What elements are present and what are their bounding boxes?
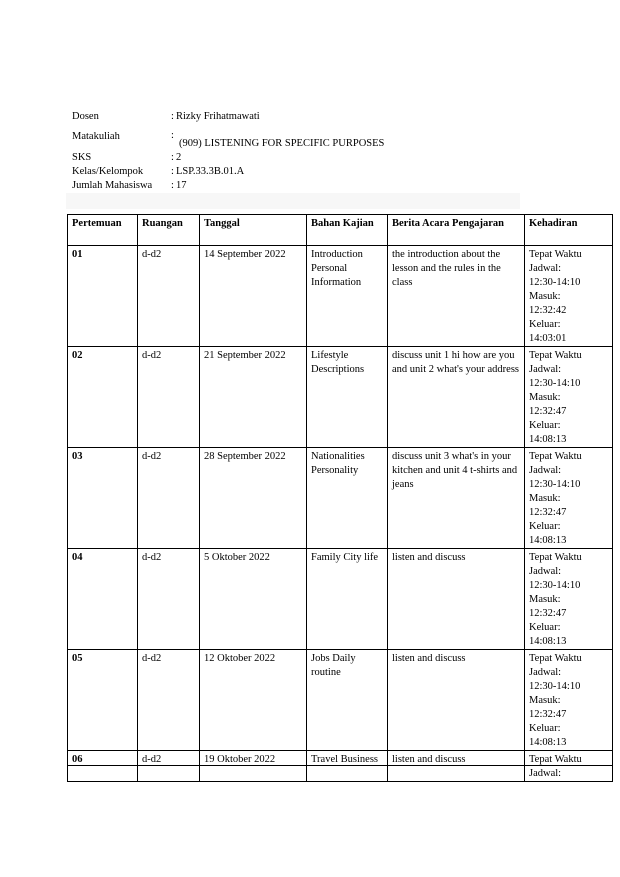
cell-berita: listen and discuss <box>388 751 525 782</box>
status-text: Tepat Waktu <box>529 754 582 765</box>
masuk-value: 12:32:47 <box>529 406 567 417</box>
masuk-label: Masuk: <box>529 695 561 706</box>
table-row <box>68 448 613 549</box>
jadwal-value: 12:30-14:10 <box>529 277 581 288</box>
cell-ruangan: d-d2 <box>138 246 200 347</box>
keluar-label: Keluar: <box>529 723 561 734</box>
cell-ruangan: d-d2 <box>138 650 200 751</box>
header-berita-acara: Berita Acara Pengajaran <box>388 215 525 246</box>
cell-kehadiran <box>525 751 613 782</box>
status-text: Tepat Waktu <box>529 249 582 260</box>
attendance-table <box>67 214 613 782</box>
status-text: Tepat Waktu <box>529 552 582 563</box>
cell-ruangan: d-d2 <box>138 448 200 549</box>
matakuliah-value: (909) LISTENING FOR SPECIFIC PURPOSES <box>179 138 385 149</box>
cell-tanggal: 21 September 2022 <box>200 347 307 448</box>
cell-bahan: Nationalities Personality <box>307 448 388 549</box>
course-info <box>72 111 472 196</box>
cell-berita: listen and discuss <box>388 650 525 751</box>
kelas-label: Kelas/Kelompok <box>72 166 144 177</box>
table-clip <box>67 214 613 779</box>
keluar-label: Keluar: <box>529 521 561 532</box>
cell-pertemuan: 06 <box>68 751 138 782</box>
table-row <box>68 751 613 782</box>
kelas-value: LSP.33.3B.01.A <box>176 166 245 177</box>
keluar-value: 14:08:13 <box>529 636 567 647</box>
table-bottom-border <box>67 765 612 766</box>
cell-bahan: Introduction Personal Information <box>307 246 388 347</box>
masuk-label: Masuk: <box>529 291 561 302</box>
cell-ruangan: d-d2 <box>138 347 200 448</box>
cell-bahan: Travel Business <box>307 751 388 782</box>
cell-pertemuan: 03 <box>68 448 138 549</box>
jadwal-label: Jadwal: <box>529 364 562 375</box>
table-row <box>68 650 613 751</box>
cell-tanggal: 5 Oktober 2022 <box>200 549 307 650</box>
status-text: Tepat Waktu <box>529 350 582 361</box>
jadwal-label: Jadwal: <box>529 768 562 779</box>
masuk-value: 12:32:47 <box>529 709 567 720</box>
jadwal-value: 12:30-14:10 <box>529 479 581 490</box>
cell-bahan: Family City life <box>307 549 388 650</box>
cell-tanggal: 12 Oktober 2022 <box>200 650 307 751</box>
cell-pertemuan: 01 <box>68 246 138 347</box>
status-text: Tepat Waktu <box>529 653 582 664</box>
kelas-colon: : <box>171 166 174 177</box>
jadwal-value: 12:30-14:10 <box>529 681 581 692</box>
jumlah-label: Jumlah Mahasiswa <box>72 180 153 191</box>
keluar-value: 14:03:01 <box>529 333 567 344</box>
jadwal-label: Jadwal: <box>529 667 562 678</box>
status-text: Tepat Waktu <box>529 451 582 462</box>
cell-berita: the introduction about the lesson and the rules in the class <box>388 246 525 347</box>
sks-value: 2 <box>176 152 182 163</box>
dosen-value: Rizky Frihatmawati <box>176 111 260 122</box>
masuk-value: 12:32:47 <box>529 608 567 619</box>
cell-ruangan: d-d2 <box>138 751 200 782</box>
table-row <box>68 549 613 650</box>
masuk-value: 12:32:47 <box>529 507 567 518</box>
jumlah-value: 17 <box>176 180 187 191</box>
keluar-value: 14:08:13 <box>529 535 567 546</box>
jadwal-value: 12:30-14:10 <box>529 580 581 591</box>
sks-label: SKS <box>72 152 92 163</box>
masuk-label: Masuk: <box>529 594 561 605</box>
table-header-row <box>68 215 613 246</box>
masuk-label: Masuk: <box>529 493 561 504</box>
cell-kehadiran <box>525 246 613 347</box>
cell-bahan: Lifestyle Descriptions <box>307 347 388 448</box>
header-kehadiran: Kehadiran <box>525 215 613 246</box>
cell-berita: discuss unit 3 what's in your kitchen and unit 4 t-shirts and jeans <box>388 448 525 549</box>
cell-pertemuan: 02 <box>68 347 138 448</box>
keluar-value: 14:08:13 <box>529 434 567 445</box>
cell-pertemuan: 05 <box>68 650 138 751</box>
cell-berita: discuss unit 1 hi how are you and unit 2 what's your address <box>388 347 525 448</box>
matakuliah-label: Matakuliah <box>72 131 120 142</box>
cell-tanggal: 14 September 2022 <box>200 246 307 347</box>
cell-berita: listen and discuss <box>388 549 525 650</box>
masuk-value: 12:32:42 <box>529 305 567 316</box>
dosen-label: Dosen <box>72 111 99 122</box>
table-row <box>68 246 613 347</box>
cell-kehadiran <box>525 347 613 448</box>
jumlah-colon: : <box>171 180 174 191</box>
jadwal-label: Jadwal: <box>529 465 562 476</box>
cell-kehadiran <box>525 650 613 751</box>
keluar-value: 14:08:13 <box>529 737 567 748</box>
cell-bahan: Jobs Daily routine <box>307 650 388 751</box>
cell-kehadiran <box>525 549 613 650</box>
jadwal-label: Jadwal: <box>529 566 562 577</box>
dosen-colon: : <box>171 111 174 122</box>
cell-tanggal: 28 September 2022 <box>200 448 307 549</box>
keluar-label: Keluar: <box>529 622 561 633</box>
header-bahan-kajian: Bahan Kajian <box>307 215 388 246</box>
matakuliah-colon: : <box>171 130 174 141</box>
keluar-label: Keluar: <box>529 420 561 431</box>
cell-tanggal: 19 Oktober 2022 <box>200 751 307 782</box>
cell-pertemuan: 04 <box>68 549 138 650</box>
info-shade <box>66 193 520 209</box>
masuk-label: Masuk: <box>529 392 561 403</box>
jadwal-value: 12:30-14:10 <box>529 378 581 389</box>
keluar-label: Keluar: <box>529 319 561 330</box>
jadwal-label: Jadwal: <box>529 263 562 274</box>
cell-ruangan: d-d2 <box>138 549 200 650</box>
header-ruangan: Ruangan <box>138 215 200 246</box>
table-row <box>68 347 613 448</box>
cell-kehadiran <box>525 448 613 549</box>
sks-colon: : <box>171 152 174 163</box>
header-pertemuan: Pertemuan <box>68 215 138 246</box>
header-tanggal: Tanggal <box>200 215 307 246</box>
